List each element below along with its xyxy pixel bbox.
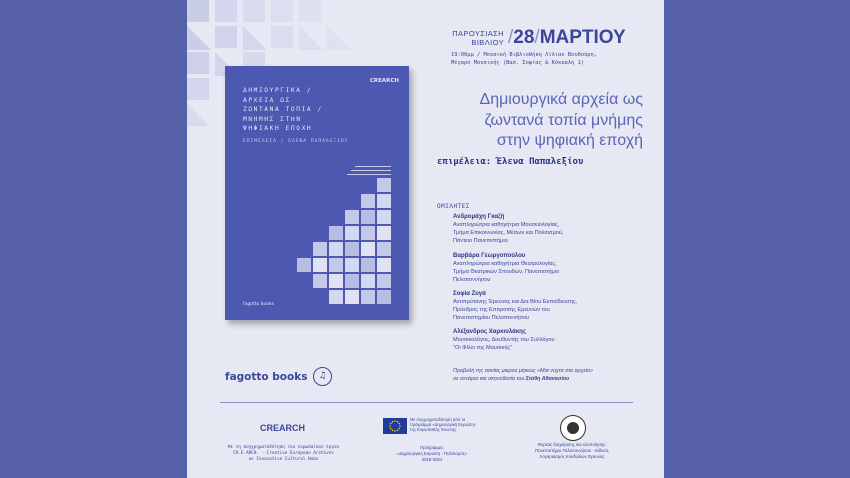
speaker-name: Αλέξανδρος Χαρκιολάκης (453, 329, 526, 335)
speaker-item: Σοφία Ζυγά Αντιπρύτανης Έρευνας και Δια Βίου Εκπαίδευσης, Πρόεδρος της Επιτροπής Ερευνών του Πανεπιστημίου Πελοποννήσου (453, 290, 653, 322)
publisher-logo-icon: ♫ (313, 367, 332, 386)
main-title: Δημιουργικά αρχεία ως ζωντανά τοπία μνήμης στην ψηφιακή εποχή (479, 91, 643, 149)
speaker-item: Ανδρομάχη Γκαζή Αναπληρώτρια καθηγήτρια Μουσειολογίας, Τμήμα Επικοινωνίας, Μέσων και Πολιτισμού, Πάντειο Πανεπιστήμιο (453, 213, 653, 245)
screening-note: Προβολή της ταινίας μικρού μήκους «Μια νύχτα στο αρχείο» σε σενάριο και σκηνοθεσία του Στάθη Αθανασίου (453, 368, 593, 382)
speaker-name: Βαρβάρα Γεωργοπούλου (453, 253, 526, 259)
publisher-logo-text: fagotto books (225, 371, 308, 383)
event-poster (187, 0, 664, 478)
eu-flag-icon (383, 418, 407, 434)
crearch-funding-text: Με τη συγχρηματοδότηση του ευρωπαϊκού έργου CR.E.ARCH. - Creative European Archives as Innovative Cultural Hubs (227, 445, 340, 462)
speaker-name: Ανδρομάχη Γκαζή (453, 214, 505, 220)
book-crearch-logo: CREARCH (369, 78, 399, 84)
speaker-name: Σοφία Ζυγά (453, 291, 486, 297)
event-venue: 19:00μμ / Μουσική Βιβλιοθήκη Λίλιαν Βουδούρη, Μέγαρο Μουσικής (Βασ. Σοφίας & Κόκκαλη 1) (451, 52, 598, 66)
editor-credit: επιμέλεια: Έλενα Παπαλεξίου (437, 157, 584, 167)
event-date: /28/ΜΑΡΤΙΟΥ (508, 27, 626, 48)
book-publisher: fagotto books (243, 302, 274, 307)
speaker-item: Βαρβάρα Γεωργοπούλου Αναπληρώτρια καθηγήτρια Θεατρολογίας, Τμήμα Θεατρικών Σπουδών, Πανεπιστήμιο Πελοποννήσου (453, 252, 653, 284)
book-cover (225, 66, 409, 320)
footer-divider (220, 402, 633, 403)
book-cover-title: ΔΗΜΙΟΥΡΓΙΚΑ / ΑΡΧΕΙΑ ΩΣ ΖΩΝΤΑΝΑ ΤΟΠΙΑ / ΜΝΗΜΗΣ ΣΤΗΝ ΨΗΦΙΑΚΗ ΕΠΟΧΗ (243, 87, 323, 132)
university-seal-icon (560, 415, 586, 441)
eu-funding-text: Με συγχρηματοδότηση από το πρόγραμμα «Δημιουργική Ευρώπη» της Ευρωπαϊκής Ένωσης (410, 417, 477, 433)
eu-programme-text: Πρόγραμμα: «Δημιουργική Ευρώπη - Πολιτισμός» 2018-2021 (396, 445, 468, 462)
book-cover-editor: ΕΠΙΜΕΛΕΙΑ | ΕΛΕΝΑ ΠΑΠΑΛΕΞΙΟΥ (243, 139, 349, 144)
crearch-logo: CREARCH (260, 423, 305, 433)
university-text: Φορέας διαχείρισης και υλοποίησης: Πανεπιστήμιο Πελοποννήσου - Ειδικός Λογαριασμός Κονδυλίων Έρευνας (535, 442, 609, 459)
speakers-heading: ΟΜΙΛΗΤΕΣ (437, 203, 470, 210)
event-label: ΠΑΡΟΥΣΙΑΣΗ ΒΙΒΛΙΟΥ (452, 29, 504, 47)
speaker-item: Αλέξανδρος Χαρκιολάκης Μουσικολόγος, Διευθυντής του Συλλόγου "Οι Φίλοι της Μουσικής" (453, 328, 653, 352)
